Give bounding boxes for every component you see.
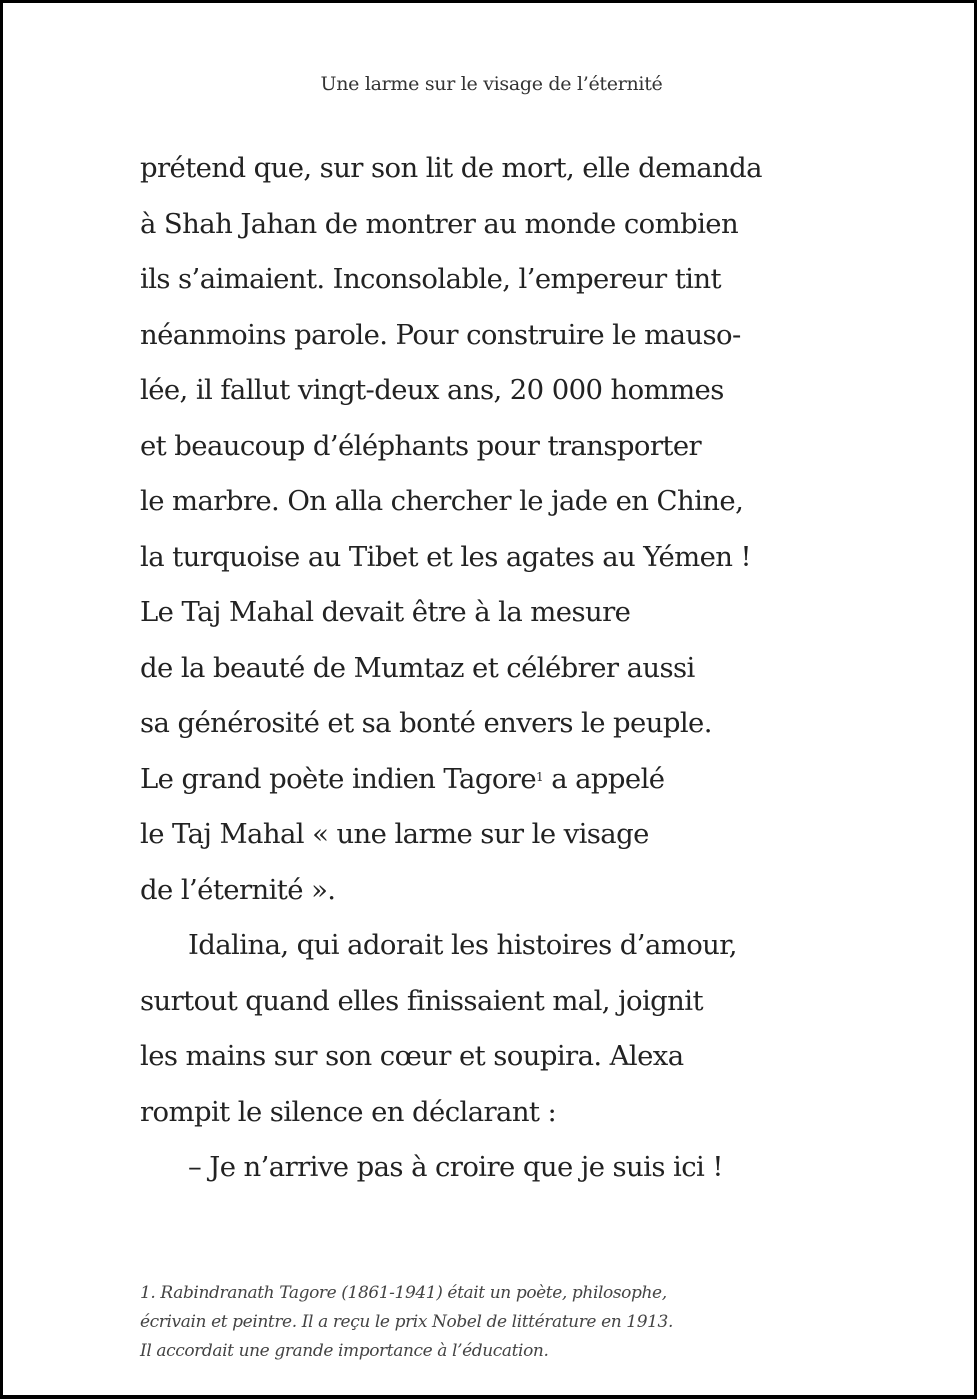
body-line: ils s’aimaient. Inconsolable, l’empereur tint <box>140 263 721 295</box>
body-line: le Taj Mahal « une larme sur le visage <box>140 818 649 850</box>
body-line: Le Taj Mahal devait être à la mesure <box>140 596 631 628</box>
body-line: surtout quand elles finissaient mal, joignit <box>140 985 703 1017</box>
body-line: la turquoise au Tibet et les agates au Yémen ! <box>140 541 751 573</box>
body-line: le marbre. On alla chercher le jade en Chine, <box>140 485 744 517</box>
running-head: Une larme sur le visage de l’éternité <box>320 73 663 95</box>
footnote-line: Il accordait une grande importance à l’éducation. <box>140 1341 549 1361</box>
body-line: et beaucoup d’éléphants pour transporter <box>140 430 702 462</box>
dialogue-line: – Je n’arrive pas à croire que je suis ici ! <box>188 1151 723 1183</box>
footnote-line: 1. Rabindranath Tagore (1861-1941) était un poète, philosophe, <box>140 1283 667 1303</box>
body-line: Idalina, qui adorait les histoires d’amour, <box>188 929 737 961</box>
body-line-tagore <box>140 761 834 797</box>
body-line: néanmoins parole. Pour construire le mauso- <box>140 319 741 351</box>
body-line-text: Le grand poète indien Tagore <box>140 763 536 795</box>
body-line: sa générosité et sa bonté envers le peuple. <box>140 707 712 739</box>
body-line: les mains sur son cœur et soupira. Alexa <box>140 1040 684 1072</box>
footnote-line: écrivain et peintre. Il a reçu le prix Nobel de littérature en 1913. <box>140 1312 673 1332</box>
body-line: lée, il fallut vingt-deux ans, 20 000 hommes <box>140 374 724 406</box>
footnote-reference[interactable]: 1 <box>536 770 544 784</box>
body-line: rompit le silence en déclarant : <box>140 1096 557 1128</box>
body-line: de l’éternité ». <box>140 874 336 906</box>
body-line: à Shah Jahan de montrer au monde combien <box>140 208 739 240</box>
body-line: de la beauté de Mumtaz et célébrer aussi <box>140 652 695 684</box>
body-line-text: a appelé <box>543 763 665 795</box>
body-line: prétend que, sur son lit de mort, elle demanda <box>140 152 762 184</box>
